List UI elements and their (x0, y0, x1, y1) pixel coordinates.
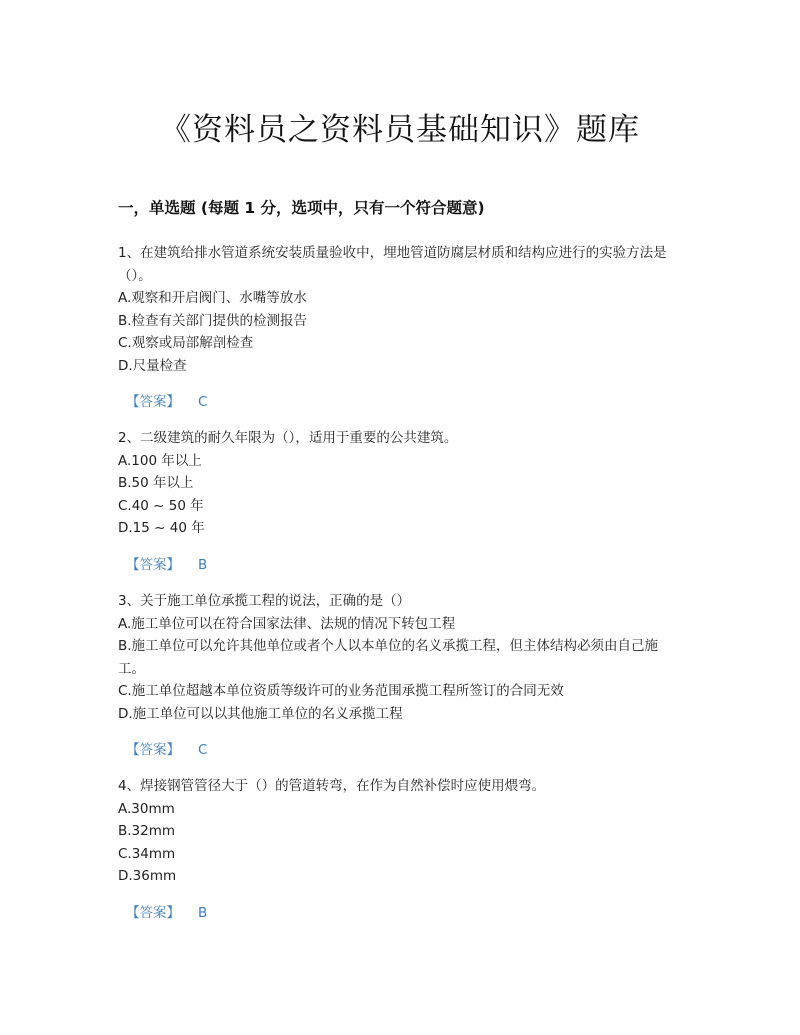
question-3 (118, 590, 684, 761)
option-c: C.40 ~ 50 年 (118, 497, 204, 514)
answer-value: B (198, 556, 208, 573)
option-c: C.34mm (118, 845, 176, 862)
question-4 (118, 775, 684, 924)
question-stem: 3、关于施工单位承揽工程的说法，正确的是（） (118, 593, 411, 609)
option-c: C.施工单位超越本单位资质等级许可的业务范围承揽工程所签订的合同无效 (118, 683, 564, 699)
option-b: B.施工单位可以允许其他单位或者个人以本单位的名义承揽工程，但主体结构必须由自己施工。 (118, 638, 659, 677)
option-a: A.施工单位可以在符合国家法律、法规的情况下转包工程 (118, 615, 456, 632)
answer-line (118, 391, 684, 413)
answer-value: B (198, 904, 208, 921)
section-heading: 一，单选题 (每题 1 分，选项中，只有一个符合题意) (118, 199, 485, 217)
question-1 (118, 242, 684, 413)
option-d: D.15 ~ 40 年 (118, 520, 205, 536)
question-2 (118, 427, 684, 576)
option-d: D.36mm (118, 868, 177, 884)
answer-line (118, 739, 684, 761)
answer-label: 【答案】 (126, 904, 180, 921)
option-a: A.30mm (118, 800, 175, 817)
answer-value: C (198, 394, 208, 410)
answer-label: 【答案】 (126, 556, 180, 573)
answer-line (118, 554, 684, 576)
question-stem: 1、在建筑给排水管道系统安装质量验收中，埋地管道防腐层材质和结构应进行的实验方法是（）。 (118, 245, 667, 284)
answer-label: 【答案】 (126, 394, 180, 410)
option-d: D.尺量检查 (118, 357, 187, 374)
document-title: 《资料员之资料员基础知识》题库 (160, 112, 640, 148)
option-c: C.观察或局部解剖检查 (118, 335, 254, 351)
question-stem: 4、焊接钢管管径大于（）的管道转弯，在作为自然补偿时应使用煨弯。 (118, 778, 546, 794)
option-b: B.32mm (118, 823, 176, 839)
option-a: A.观察和开启阀门、水嘴等放水 (118, 290, 307, 306)
answer-value: C (198, 742, 208, 758)
answer-line (118, 902, 684, 924)
option-a: A.100 年以上 (118, 452, 202, 469)
question-stem: 2、二级建筑的耐久年限为（），适用于重要的公共建筑。 (118, 430, 458, 446)
option-b: B.检查有关部门提供的检测报告 (118, 312, 308, 329)
answer-label: 【答案】 (126, 742, 180, 758)
option-b: B.50 年以上 (118, 475, 194, 491)
option-d: D.施工单位可以以其他施工单位的名义承揽工程 (118, 705, 403, 722)
